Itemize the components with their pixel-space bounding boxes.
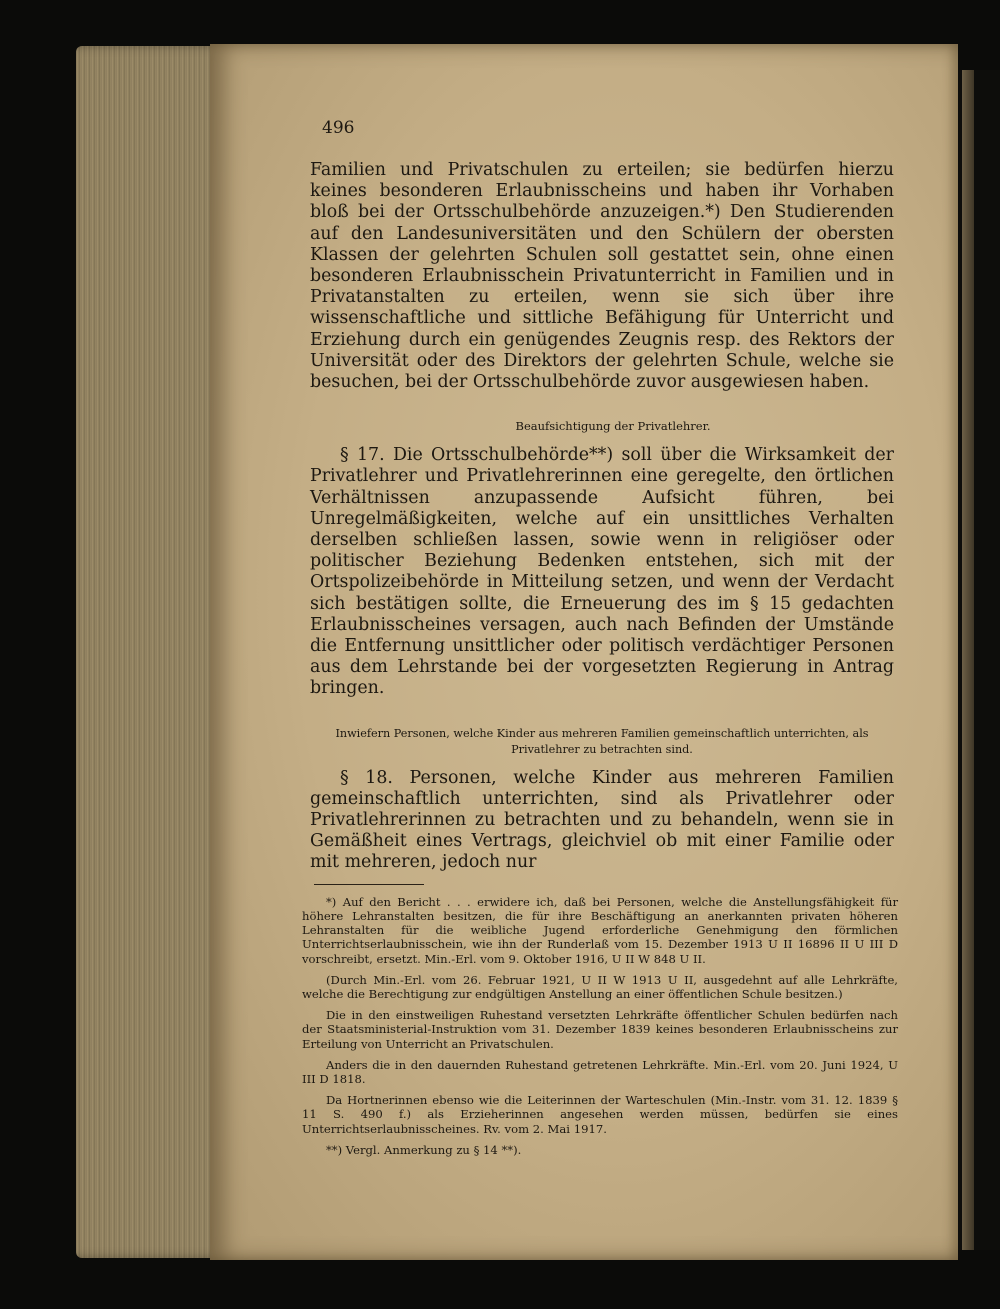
footnotes <box>302 895 898 1157</box>
page-content <box>298 118 898 1164</box>
facing-page-edge <box>958 70 1000 1250</box>
section-heading-supervision: Beaufsichtigung der Privatlehrer. <box>515 419 711 434</box>
page-number: 496 <box>322 118 355 138</box>
section-18-paragraph: § 18. Personen, welche Kinder aus mehreren Familien gemeinschaftlich unterrichten, sind als Privatlehrer oder Privatlehrerinnen zu betrachten und zu behandeln, wenn sie in Gemäßheit eines Vertrags, gleichviel ob mit einer Familie oder mit mehreren, jedoch nur <box>310 767 894 873</box>
footnote-divider <box>314 884 424 885</box>
page-block-edge <box>76 46 226 1258</box>
footnote: Die in den einstweiligen Ruhestand versetzten Lehrkräfte öffentlicher Schulen bedürfen nach der Staatsministerial-Instruktion vom 31. Dezember 1839 keines besonderen Erlaubnisscheins zur Erteilung von Unterricht an Privatschulen. <box>302 1008 898 1051</box>
intro-paragraph: Familien und Privatschulen zu erteilen; sie bedürfen hierzu keines besonderen Erlaubnisscheins und haben ihr Vorhaben bloß bei der Ortsschulbehörde anzuzeigen.*) Den Studierenden auf den Landesuniversitäten und den Schülern der obersten Klassen der gelehrten Schulen soll gestattet sein, ohne einen besonderen Erlaubnisschein Privatunterricht in Familien und in Privatanstalten zu erteilen, wenn sie sich über ihre wissenschaftliche und sittliche Befähigung für Unterricht und Erziehung durch ein genügendes Zeugnis resp. des Rektors der Universität oder des Direktors der gelehrten Schule, welche sie besuchen, bei der Ortsschulbehörde zuvor ausgewiesen haben. <box>310 160 894 393</box>
footnote: Da Hortnerinnen ebenso wie die Leiterinnen der Warteschulen (Min.-Instr. vom 31. 12. 1839 § 11 S. 490 f.) als Erzieherinnen angesehen werden müssen, bedürfen sie eines Unterrichtserlaubnisscheines. Rv. vom 2. Mai 1917. <box>302 1093 898 1136</box>
footnote: (Durch Min.-Erl. vom 26. Februar 1921, U II W 1913 U II, ausgedehnt auf alle Lehrkräfte, welche die Berechtigung zur endgültigen Anstellung an einer öffentlichen Schule besitzen.) <box>302 972 898 1001</box>
section-heading-private-teachers: Inwiefern Personen, welche Kinder aus mehreren Familien gemeinschaftlich unterrichten, als Privatlehrer zu betrachten sind. <box>335 726 869 756</box>
footnote: Anders die in den dauernden Ruhestand getretenen Lehrkräfte. Min.-Erl. vom 20. Juni 1924, U III D 1818. <box>302 1057 898 1086</box>
section-17-paragraph: § 17. Die Ortsschulbehörde**) soll über die Wirksamkeit der Privatlehrer und Privatlehrerinnen eine geregelte, den örtlichen Verhältnissen anzupassende Aufsicht führen, bei Unregelmäßigkeiten, welche auf ein unsittliches Verhalten derselben schließen lassen, sowie wenn in religiöser oder politischer Beziehung Bedenken entstehen, sich mit der Ortspolizeibehörde in Mitteilung setzen, und wenn der Verdacht sich bestätigen sollte, die Erneuerung des im § 15 gedachten Erlaubnisscheines versagen, auch nach Befinden der Umstände die Entfernung unsittlicher oder politisch verdächtiger Personen aus dem Lehrstande bei der vorgesetzten Regierung in Antrag bringen. <box>310 445 894 699</box>
footnote: *) Auf den Bericht . . . erwidere ich, daß bei Personen, welche die Anstellungsfähigkeit für höhere Lehranstalten besitzen, die für ihre Beschäftigung an anerkannten privaten höheren Lehranstalten für die weibliche Jugend erforderliche Genehmigung den förmlichen Unterrichtserlaubnisschein, wie ihn der Runderlaß vom 15. Dezember 1913 U II 16896 II U III D vorschreibt, ersetzt. Min.-Erl. vom 9. Oktober 1916, U II W 848 U II. <box>302 894 898 966</box>
footnote: **) Vergl. Anmerkung zu § 14 **). <box>326 1142 522 1157</box>
